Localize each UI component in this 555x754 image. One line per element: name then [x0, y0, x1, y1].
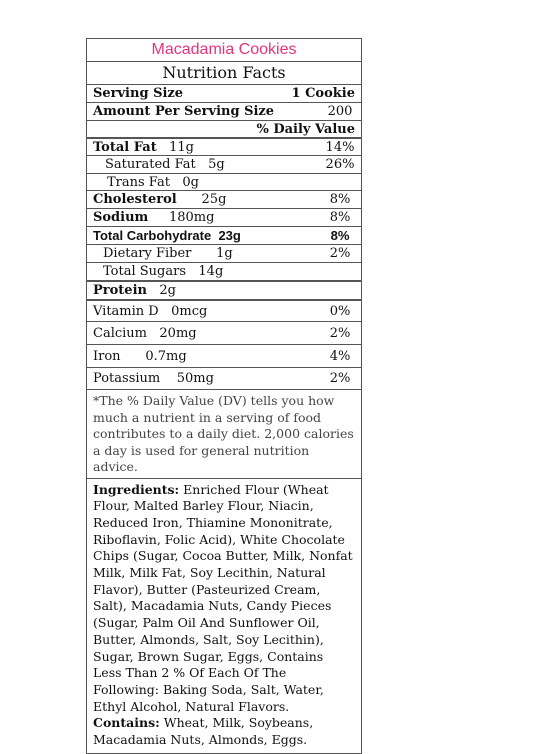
- nutrient-label: Total Carbohydrate: [93, 228, 212, 243]
- nutrient-label: Saturated Fat: [105, 157, 196, 172]
- product-name: Macadamia Cookies: [87, 39, 361, 62]
- nutrient-label: Cholesterol: [93, 192, 177, 207]
- nutrient-row-potassium: [87, 368, 361, 390]
- ingredients-block: [87, 479, 361, 753]
- nutrient-label: Iron: [93, 348, 121, 364]
- nutrient-dv: 8%: [329, 192, 351, 207]
- nutrient-label: Protein: [93, 283, 147, 298]
- nutrient-dv: 14%: [325, 139, 355, 155]
- nutrient-row-vitamin-d: [87, 300, 361, 322]
- nutrient-row-sodium: [87, 209, 361, 227]
- nutrient-row-protein: [87, 281, 361, 300]
- nutrient-amount: 23g: [218, 228, 241, 243]
- nutrient-dv: 8%: [330, 228, 350, 243]
- nutrient-row-total-fat: [87, 138, 361, 156]
- ingredients-text: Enriched Flour (Wheat Flour, Malted Barley Flour, Niacin, Reduced Iron, Thiamine Mononitrate, Riboflavin, Folic Acid), White Chocolate Chips (Sugar, Cocoa Butter, Milk, Nonfat Milk, Milk Fat, Soy Lecithin, Natural Flavor), Butter (Pasteurized Cream, Salt), Macadamia Nuts, Candy Pieces (Sugar, Palm Oil And Sunflower Oil, Butter, Almonds, Salt, Soy Lecithin), Sugar, Brown Sugar, Eggs, Contains Less Than 2 % Of Each Of The Following: Baking Soda, Salt, Water, Ethyl Alcohol, Natural Flavors.: [93, 481, 353, 714]
- daily-value-footnote: *The % Daily Value (DV) tells you how much a nutrient in a serving of food contributes to a daily diet. 2,000 calories a day is used for general nutrition advice.: [87, 390, 361, 479]
- nutrient-row-saturated-fat: [87, 156, 361, 174]
- nutrient-row-total-sugars: [87, 263, 361, 281]
- ingredients-label: Ingredients:: [93, 481, 180, 497]
- nutrient-amount: 0mcg: [171, 303, 208, 319]
- nutrient-row-dietary-fiber: [87, 245, 361, 263]
- serving-size-value: 1 Cookie: [291, 86, 355, 101]
- nutrient-label: Potassium: [93, 371, 161, 386]
- nutrient-dv: 8%: [329, 210, 351, 225]
- nutrient-amount: 11g: [169, 139, 194, 155]
- nutrient-amount: 5g: [208, 157, 225, 172]
- nutrient-amount: 180mg: [168, 210, 215, 225]
- nutrient-label: Sodium: [93, 210, 149, 225]
- daily-value-header-row: [87, 121, 361, 138]
- nutrient-row-iron: [87, 345, 361, 368]
- serving-size-label: Serving Size: [93, 86, 184, 101]
- amount-per-serving-label: Amount Per Serving Size: [93, 104, 275, 119]
- nutrient-amount: 2g: [159, 283, 176, 298]
- nutrient-label: Total Fat: [93, 139, 157, 155]
- serving-size-row: [87, 85, 361, 103]
- amount-per-serving-row: [87, 103, 361, 121]
- nutrient-label: Trans Fat: [107, 174, 170, 190]
- nutrient-row-calcium: [87, 322, 361, 345]
- nutrient-label: Vitamin D: [93, 303, 159, 319]
- nutrient-label: Dietary Fiber: [103, 246, 192, 261]
- contains-label: Contains:: [93, 715, 160, 731]
- nutrient-amount: 0g: [182, 174, 199, 190]
- nutrient-amount: 20mg: [159, 325, 197, 341]
- nutrition-label: [86, 38, 362, 754]
- nutrient-amount: 25g: [201, 192, 227, 207]
- nutrient-row-total-carbohydrate: [87, 227, 361, 245]
- nutrient-amount: 14g: [198, 264, 224, 279]
- nutrient-row-cholesterol: [87, 191, 361, 209]
- nutrient-dv: 26%: [325, 157, 355, 172]
- nutrient-dv: 4%: [329, 348, 351, 364]
- nutrient-dv: 2%: [329, 325, 351, 341]
- nutrient-amount: 50mg: [176, 371, 214, 386]
- nutrient-dv: 2%: [329, 246, 351, 261]
- nutrient-row-trans-fat: [87, 174, 361, 191]
- nutrient-label: Calcium: [93, 325, 147, 341]
- daily-value-header: % Daily Value: [256, 121, 355, 137]
- nutrient-amount: 0.7mg: [145, 348, 187, 364]
- contains-text: Wheat, Milk, Soybeans, Macadamia Nuts, Almonds, Eggs.: [93, 715, 314, 748]
- nutrient-dv: 0%: [329, 303, 351, 319]
- amount-per-serving-value: 200: [327, 104, 353, 119]
- nutrient-amount: 1g: [216, 246, 233, 261]
- nutrition-facts-heading: Nutrition Facts: [87, 62, 361, 85]
- nutrient-label: Total Sugars: [103, 264, 186, 279]
- nutrient-dv: 2%: [329, 371, 351, 386]
